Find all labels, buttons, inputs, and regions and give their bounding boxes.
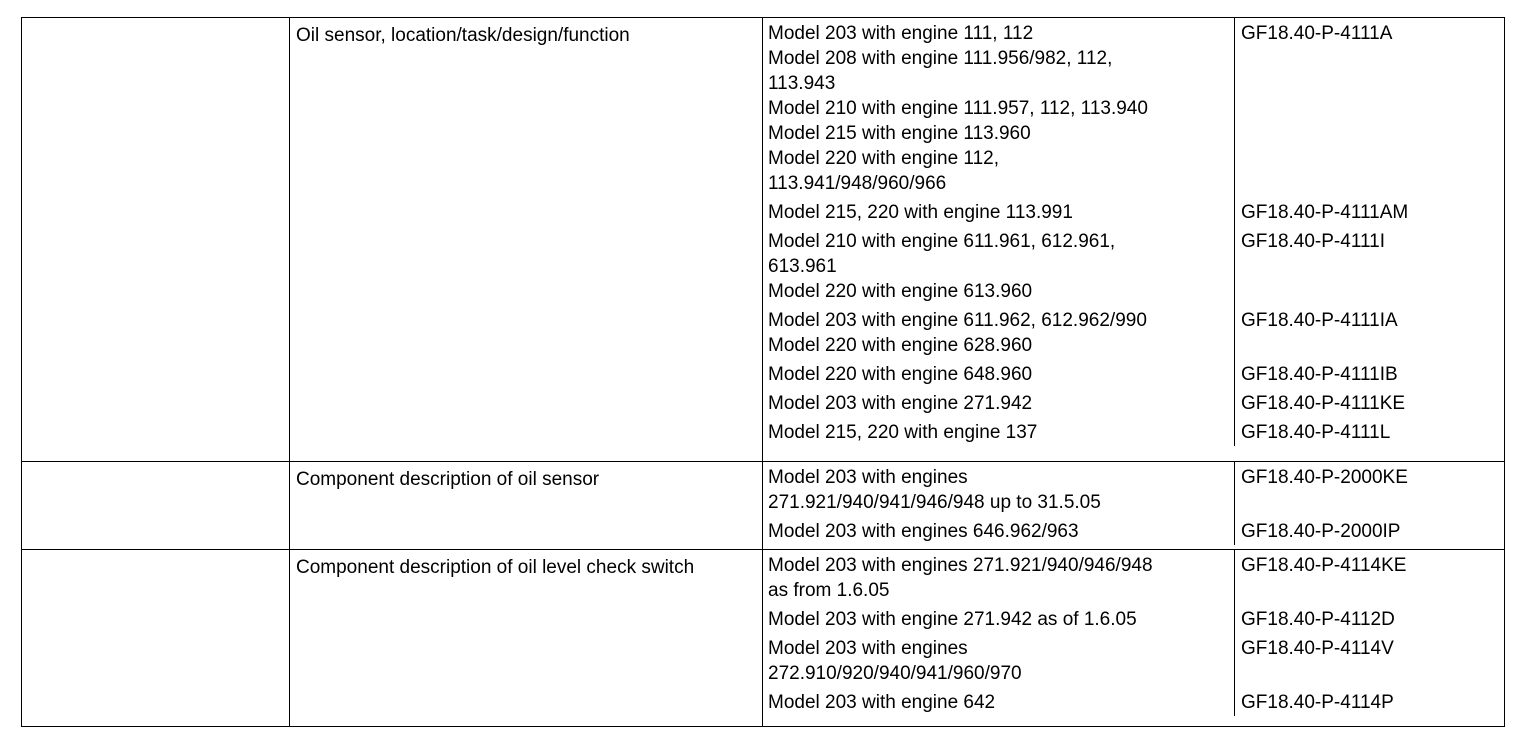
model-list	[763, 305, 1234, 359]
model-list	[763, 516, 1234, 545]
model-line: Model 220 with engine 112,	[768, 148, 999, 169]
entry-row	[763, 359, 1504, 388]
document-code: GF18.40-P-4111L	[1234, 417, 1505, 446]
section-description: Component description of oil level check switch	[296, 557, 695, 578]
model-line: Model 210 with engine 111.957, 112, 113.940	[768, 98, 1148, 119]
model-line: Model 215, 220 with engine 137	[768, 422, 1038, 443]
entry-row	[763, 633, 1504, 687]
entries-cell	[763, 18, 1505, 462]
document-code: GF18.40-P-4112D	[1234, 604, 1505, 633]
description-cell	[290, 18, 763, 462]
entries-cell	[763, 462, 1505, 550]
entry-row	[763, 417, 1504, 446]
section-row	[22, 18, 1505, 462]
model-line: Model 215 with engine 113.960	[768, 123, 1031, 144]
model-line: 272.910/920/940/941/960/970	[768, 663, 1022, 684]
document-table	[21, 17, 1505, 727]
model-line: 271.921/940/941/946/948 up to 31.5.05	[768, 492, 1101, 513]
document-code: GF18.40-P-4114P	[1234, 687, 1505, 716]
section-description: Oil sensor, location/task/design/function	[296, 25, 630, 46]
blank-cell	[22, 18, 290, 462]
entry-row	[763, 305, 1504, 359]
model-line: Model 203 with engines	[768, 638, 968, 659]
model-line: 113.943	[768, 73, 836, 94]
blank-cell	[22, 462, 290, 550]
document-code: GF18.40-P-2000IP	[1234, 516, 1505, 545]
entry-row	[763, 462, 1504, 516]
model-list	[763, 18, 1234, 197]
model-list	[763, 687, 1234, 716]
model-line: Model 203 with engines 646.962/963	[768, 521, 1079, 542]
entries-cell	[763, 550, 1505, 727]
table-body	[22, 18, 1505, 727]
entry-row	[763, 197, 1504, 226]
document-code: GF18.40-P-4111KE	[1234, 388, 1505, 417]
document-code: GF18.40-P-4111IB	[1234, 359, 1505, 388]
document-code: GF18.40-P-4114V	[1234, 633, 1505, 687]
model-line: 113.941/948/960/966	[768, 173, 947, 194]
entry-row	[763, 604, 1504, 633]
model-line: Model 203 with engine 271.942 as of 1.6.05	[768, 609, 1137, 630]
model-line: Model 220 with engine 628.960	[768, 335, 1033, 356]
description-cell	[290, 462, 763, 550]
model-line: Model 215, 220 with engine 113.991	[768, 202, 1073, 223]
model-list	[763, 462, 1234, 516]
document-code: GF18.40-P-4114KE	[1234, 550, 1505, 604]
document-code: GF18.40-P-4111I	[1234, 226, 1505, 305]
model-list	[763, 226, 1234, 305]
blank-cell	[22, 550, 290, 727]
model-line: Model 220 with engine 648.960	[768, 364, 1033, 385]
model-list	[763, 633, 1234, 687]
model-line: 613.961	[768, 256, 837, 277]
section-row	[22, 550, 1505, 727]
model-list	[763, 197, 1234, 226]
entry-row	[763, 516, 1504, 545]
model-list	[763, 388, 1234, 417]
model-line: Model 208 with engine 111.956/982, 112,	[768, 48, 1113, 69]
model-line: Model 203 with engine 642	[768, 692, 996, 713]
model-list	[763, 604, 1234, 633]
document-code: GF18.40-P-4111IA	[1234, 305, 1505, 359]
entry-row	[763, 550, 1504, 604]
model-line: Model 203 with engines	[768, 467, 968, 488]
entry-row	[763, 226, 1504, 305]
model-list	[763, 550, 1234, 604]
model-line: Model 210 with engine 611.961, 612.961,	[768, 231, 1116, 252]
model-line: Model 203 with engine 111, 112	[768, 23, 1034, 44]
model-line: Model 203 with engine 271.942	[768, 393, 1033, 414]
model-line: as from 1.6.05	[768, 580, 890, 601]
entry-row	[763, 18, 1504, 197]
section-row	[22, 462, 1505, 550]
entry-row	[763, 388, 1504, 417]
model-line: Model 203 with engines 271.921/940/946/948	[768, 555, 1153, 576]
document-code: GF18.40-P-4111A	[1234, 18, 1505, 197]
section-description: Component description of oil sensor	[296, 469, 600, 490]
entry-row	[763, 687, 1504, 716]
document-code: GF18.40-P-2000KE	[1234, 462, 1505, 516]
model-list	[763, 417, 1234, 446]
document-code: GF18.40-P-4111AM	[1234, 197, 1505, 226]
model-list	[763, 359, 1234, 388]
model-line: Model 203 with engine 611.962, 612.962/990	[768, 310, 1147, 331]
description-cell	[290, 550, 763, 727]
model-line: Model 220 with engine 613.960	[768, 281, 1033, 302]
